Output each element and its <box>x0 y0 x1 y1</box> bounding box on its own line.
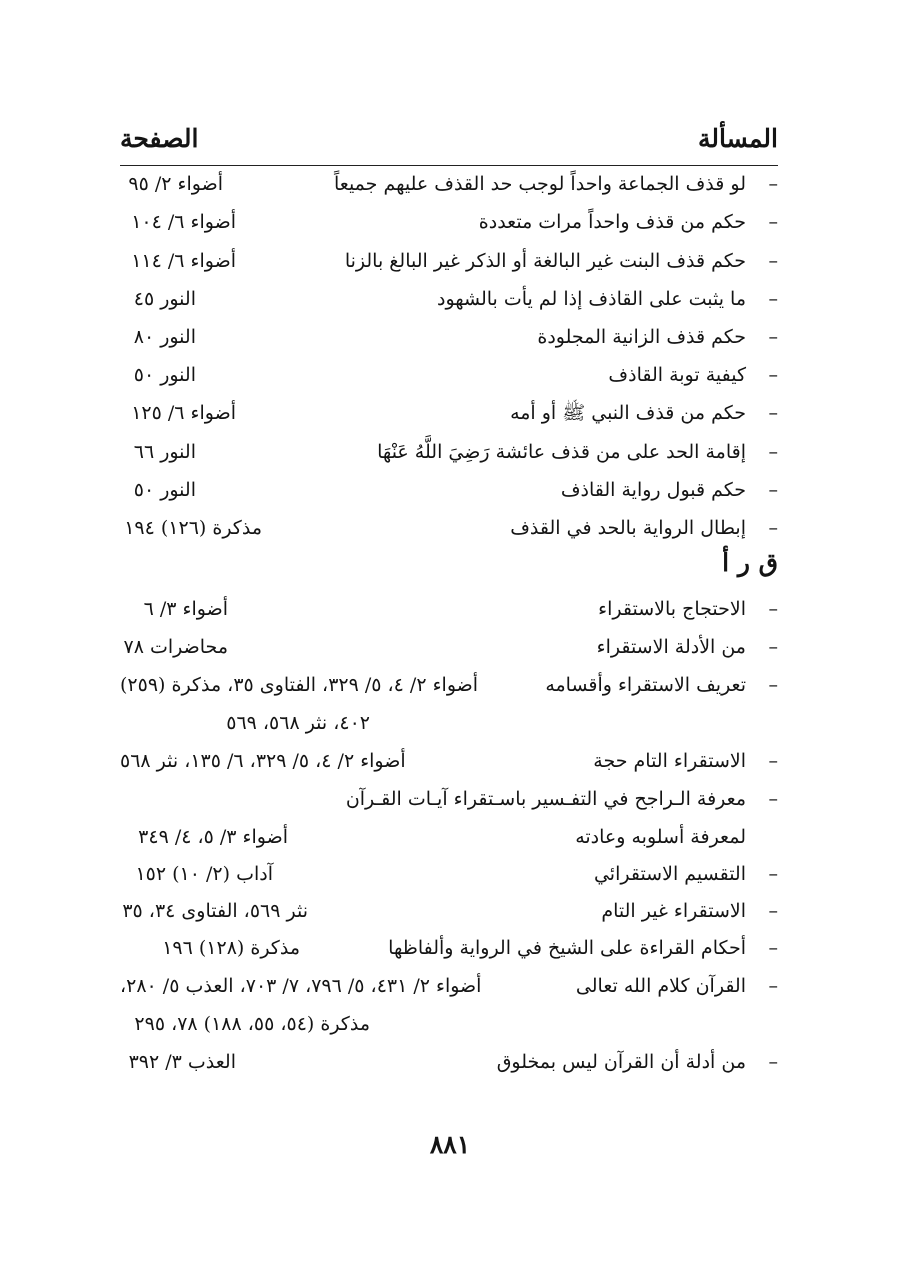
index-entry <box>120 968 778 1004</box>
index-entry <box>120 472 778 508</box>
entry-continuation <box>120 819 778 855</box>
index-entry <box>120 743 778 779</box>
index-entry <box>120 395 778 431</box>
entry-question: الاستقراء التام حجة <box>593 750 746 772</box>
index-entry <box>120 893 778 929</box>
bullet-dash: – <box>768 479 778 501</box>
entry-source: أضواء ٢/ ٤، ٥/ ٣٢٩، ٦/ ١٣٥، نثر ٥٦٨ <box>120 750 406 772</box>
entry-question: حكم من قذف واحداً مرات متعددة <box>478 211 746 233</box>
entry-question: إقامة الحد على من قذف عائشة رَضِيَ اللَّهُ عَنْهَا <box>377 441 746 463</box>
index-entry <box>120 204 778 240</box>
entry-question: من الأدلة الاستقراء <box>596 636 746 658</box>
entry-source: النور ٥٠ <box>133 479 196 501</box>
entry-source: أضواء ٦/ ١٠٤ <box>131 211 236 233</box>
bullet-dash: – <box>768 636 778 658</box>
entry-question: حكم قبول رواية القاذف <box>560 479 746 501</box>
entry-source: النور ٤٥ <box>133 288 196 310</box>
page-column-label: الصفحة <box>120 124 199 153</box>
bullet-dash: – <box>768 1051 778 1073</box>
entry-source: أضواء ٣/ ٦ <box>143 598 228 620</box>
entry-question: لو قذف الجماعة واحداً لوجب حد القذف عليهم جميعاً <box>333 173 746 195</box>
entry-question: كيفية توبة القاذف <box>608 364 746 386</box>
entry-question: ما يثبت على القاذف إذا لم يأت بالشهود <box>436 288 746 310</box>
entry-source: مذكرة (١٢٦) ١٩٤ <box>124 517 262 539</box>
bullet-dash: – <box>768 402 778 424</box>
entry-source-continuation: مذكرة (٥٤، ٥٥، ١٨٨) ٧٨، ٢٩٥ <box>134 1013 370 1035</box>
index-entry <box>120 629 778 665</box>
bullet-dash: – <box>768 326 778 348</box>
page-number: ٨٨١ <box>429 1130 471 1159</box>
entry-continuation <box>120 1006 778 1042</box>
section-heading: ق ر أ <box>722 548 778 577</box>
entry-question-continuation: لمعرفة أسلوبه وعادته <box>575 826 746 848</box>
entry-question: الاحتجاج بالاستقراء <box>598 598 746 620</box>
entry-question: إبطال الرواية بالحد في القذف <box>510 517 746 539</box>
question-column-label: المسألة <box>698 124 778 153</box>
bullet-dash: – <box>768 900 778 922</box>
bullet-dash: – <box>768 598 778 620</box>
entry-question: حكم قذف البنت غير البالغة أو الذكر غير البالغ بالزنا <box>344 250 746 272</box>
index-entry <box>120 281 778 317</box>
entry-question: تعريف الاستقراء وأقسامه <box>545 674 746 696</box>
entry-question: من أدلة أن القرآن ليس بمخلوق <box>496 1051 746 1073</box>
index-entry <box>120 856 778 892</box>
index-entry <box>120 510 778 546</box>
index-entry <box>120 667 778 703</box>
index-entry <box>120 781 778 817</box>
entry-source: مذكرة (١٢٨) ١٩٦ <box>162 937 300 959</box>
bullet-dash: – <box>768 173 778 195</box>
entry-continuation <box>120 705 778 741</box>
entry-source: النور ٨٠ <box>133 326 196 348</box>
index-entry <box>120 930 778 966</box>
entry-source: آداب (٢/ ١٠) ١٥٢ <box>135 863 273 885</box>
entry-source: النور ٥٠ <box>133 364 196 386</box>
entry-source: أضواء ٢/ ٩٥ <box>128 173 223 195</box>
entry-question: حكم قذف الزانية المجلودة <box>537 326 746 348</box>
index-entry <box>120 166 778 202</box>
bullet-dash: – <box>768 863 778 885</box>
entry-question: حكم من قذف النبي ﷺ أو أمه <box>510 402 746 424</box>
entry-question: أحكام القراءة على الشيخ في الرواية وألفاظها <box>388 937 746 959</box>
bullet-dash: – <box>768 211 778 233</box>
entry-source: أضواء ٦/ ١٢٥ <box>131 402 236 424</box>
bullet-dash: – <box>768 364 778 386</box>
bullet-dash: – <box>768 517 778 539</box>
bullet-dash: – <box>768 937 778 959</box>
index-entry <box>120 243 778 279</box>
entry-source: أضواء ٢/ ٤، ٥/ ٣٢٩، الفتاوى ٣٥، مذكرة (٢٥٩) <box>120 674 479 696</box>
bullet-dash: – <box>768 750 778 772</box>
index-entry <box>120 319 778 355</box>
bullet-dash: – <box>768 441 778 463</box>
index-entry <box>120 591 778 627</box>
index-entry <box>120 434 778 470</box>
entry-question: معرفة الـراجح في التفـسير باسـتقراء آيـات القـرآن <box>345 788 746 810</box>
entry-question: التقسيم الاستقرائي <box>593 863 746 885</box>
entry-question: الاستقراء غير التام <box>601 900 746 922</box>
entry-source: أضواء ٣/ ٥، ٤/ ٣٤٩ <box>138 826 288 848</box>
entry-source: العذب ٣/ ٣٩٢ <box>128 1051 236 1073</box>
index-entry <box>120 1044 778 1080</box>
entry-source: محاضرات ٧٨ <box>123 636 228 658</box>
column-header <box>120 124 778 164</box>
bullet-dash: – <box>768 674 778 696</box>
index-entry <box>120 357 778 393</box>
entry-source: أضواء ٢/ ٤٣١، ٥/ ٧٩٦، ٧/ ٧٠٣، العذب ٥/ ٢٨٠، <box>120 975 482 997</box>
entry-question: القرآن كلام الله تعالى <box>575 975 746 997</box>
bullet-dash: – <box>768 975 778 997</box>
entry-source: أضواء ٦/ ١١٤ <box>131 250 236 272</box>
entry-source: نثر ٥٦٩، الفتاوى ٣٤، ٣٥ <box>122 900 308 922</box>
entry-source-continuation: ٤٠٢، نثر ٥٦٨، ٥٦٩ <box>226 712 370 734</box>
entry-source: النور ٦٦ <box>133 441 196 463</box>
bullet-dash: – <box>768 288 778 310</box>
bullet-dash: – <box>768 250 778 272</box>
bullet-dash: – <box>768 788 778 810</box>
